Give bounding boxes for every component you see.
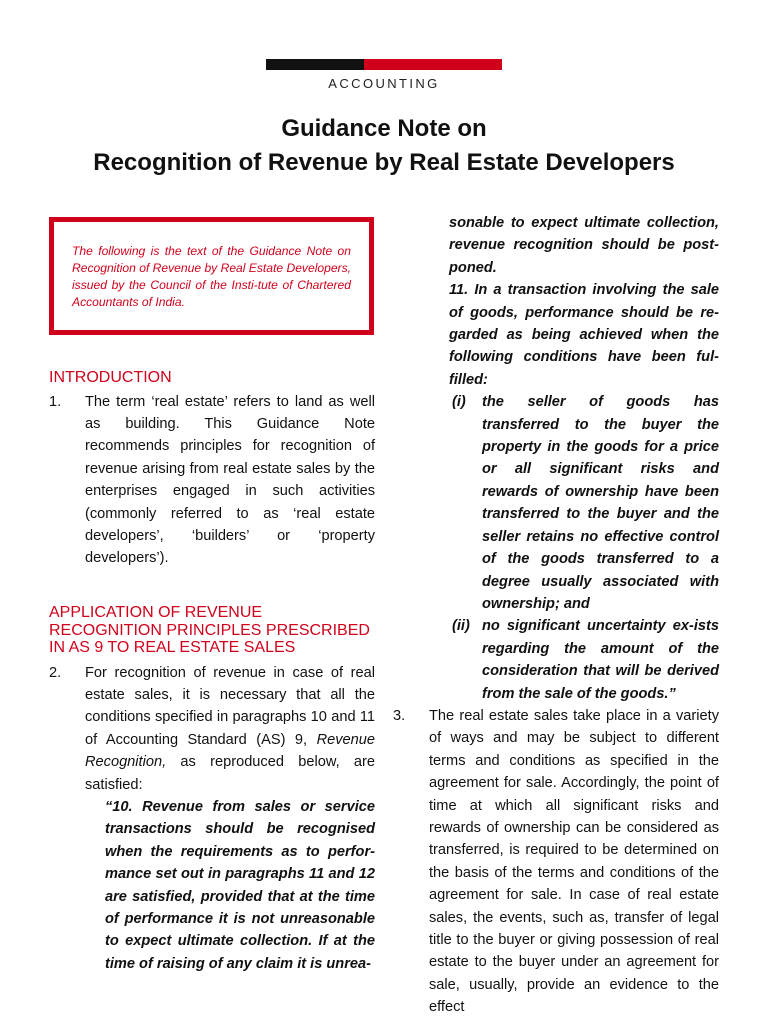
introduction-section (49, 369, 375, 570)
category-label: ACCOUNTING (328, 76, 440, 91)
paragraph-1 (49, 391, 375, 570)
condition-i-label: (i) (452, 394, 466, 411)
header-bar-red (364, 59, 502, 70)
page-title (0, 112, 768, 180)
paragraph-3-text: The real estate sales take place in a variety of ways and may be subject to different terms and conditions as specified in the agreement for sale. Accordingly, the point of time at which all significant risks and rewards of ownership can be considered as transferred, is required to be determined on the basis of the terms and conditions of the agreement for sale. In case of real estate sales, the events, such as, transfer of legal title to the buyer or giving possession of real estate to the buyer under an agreement for sale, usually, provide an evidence to the effect (429, 707, 719, 1016)
quote-paragraph-11: 11. In a transaction involving the sale of goods, performance should be re-garded as being achieved when the following conditions have been ful-filled: (449, 282, 719, 388)
condition-i (449, 391, 719, 615)
title-line-2: Recognition of Revenue by Real Estate Developers (93, 149, 675, 176)
paragraph-3 (393, 705, 719, 1019)
title-line-1: Guidance Note on (281, 115, 487, 142)
paragraph-1-text: The term ‘real estate’ refers to land as well as building. This Guidance Note recommends principles for recognition of revenue arising from real estate sales by the enterprises engaged in such activities (commonly referred to as ‘real estate developers’, ‘builders’ or ‘property developers’). (85, 393, 375, 567)
paragraph-2-number: 2. (49, 664, 62, 681)
condition-ii-label: (ii) (452, 618, 470, 635)
application-section (49, 604, 375, 975)
paragraph-2-text-a: For recognition of revenue in case of real estate sales, it is necessary that all the conditions specified in paragraphs 10 and 11 of Accounting Standard (AS) 9, (85, 664, 375, 748)
paragraph-2 (49, 662, 375, 796)
intro-callout-box (49, 217, 374, 335)
application-heading: APPLICATION OF REVENUE RECOGNITION PRINCIPLES PRESCRIBED IN AS 9 TO REAL ESTATE SALES (49, 604, 370, 656)
condition-i-text: the seller of goods has transferred to the buyer the property in the goods for a price or all significant risks and rewards of ownership have been transferred to the buyer and the seller retains no effective control of the goods transferred to a degree usually associated with ownership; and (482, 394, 719, 612)
paragraph-1-number: 1. (49, 393, 62, 410)
quote-paragraph-10-continued: sonable to expect ultimate collection, revenue recognition should be post-poned. (449, 215, 719, 276)
callout-text: The following is the text of the Guidance Note on Recognition of Revenue by Real Estate Developers, issued by the Council of the Insti-tute of Chartered Accountants of India. (72, 244, 351, 309)
introduction-heading: INTRODUCTION (49, 369, 172, 386)
paragraph-2-text (85, 662, 375, 796)
quote-paragraph-10: “10. Revenue from sales or service transactions should be recognised when the requirements as to perfor-mance set out in paragraphs 11 and 12 are satisfied, provided that at the time of performance it is not unreasonable to expect ultimate collection. If at the time of raising of any claim it is unrea- (105, 798, 375, 972)
paragraph-3-number: 3. (393, 707, 406, 724)
right-column (393, 212, 719, 1019)
condition-ii (449, 615, 719, 705)
header-color-bar (266, 59, 502, 70)
paragraph-2-standard-title: Revenue Recognition, (85, 731, 375, 771)
header-bar-black (266, 59, 364, 70)
paragraph-2-text-b: as reproduced below, are satisfied: (85, 754, 375, 793)
condition-ii-text: no significant uncertainty ex-ists regarding the amount of the consideration that will be derived from the sale of the goods.” (482, 618, 719, 702)
